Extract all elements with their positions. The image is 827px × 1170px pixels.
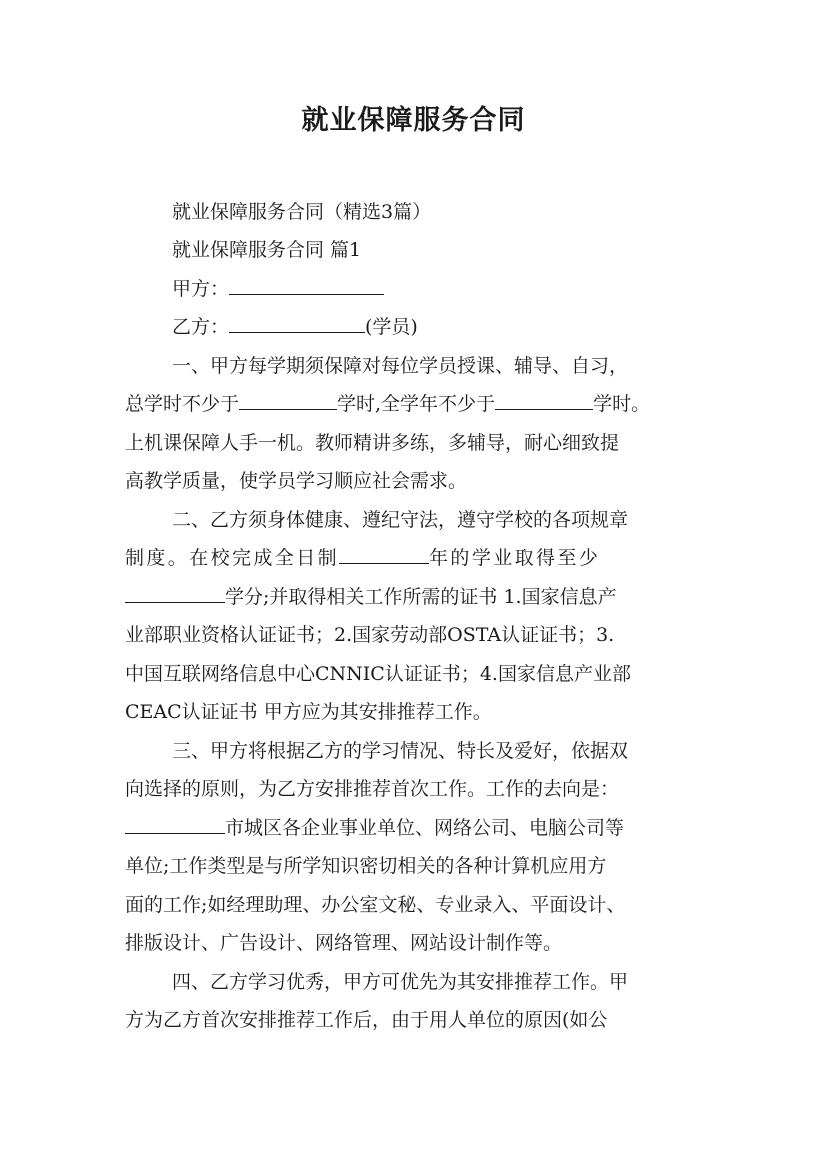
clause3-line1: 三、甲方将根据乙方的学习情况、特长及爱好，依据双: [172, 740, 629, 762]
clause4-line1: 四、乙方学习优秀，甲方可优先为其安排推荐工作。甲: [172, 971, 629, 993]
heading-collection: 就业保障服务合同（精选3篇）: [172, 201, 432, 223]
clause2-line2: [125, 539, 715, 577]
clause3-line6: 排版设计、广告设计、网络管理、网站设计制作等。: [125, 932, 563, 954]
hours-per-term-blank: [239, 391, 337, 410]
clause2-text-b: 年的学业取得至少: [429, 547, 601, 569]
party-b-label: 乙方：: [172, 316, 230, 338]
clause1-line3: 上机课保障人手一机。教师精讲多练，多辅导，耐心细致提: [125, 432, 620, 454]
clause1-line2: [125, 385, 715, 423]
party-b-suffix: (学员): [365, 316, 418, 338]
hours-per-year-blank: [495, 391, 593, 410]
clause2-text-c: 学分;并取得相关工作所需的证书 1.国家信息产: [225, 586, 617, 608]
heading-part-1: 就业保障服务合同 篇1: [172, 239, 362, 261]
clause2-text-a: 制度。在校完成全日制: [125, 547, 340, 569]
party-b-line: [172, 308, 762, 346]
clause3-line5: 面的工作;如经理助理、办公室文秘、专业录入、平面设计、: [125, 894, 626, 916]
credits-blank: [125, 584, 225, 603]
clause2-line6: CEAC认证证书 甲方应为其安排推荐工作。: [125, 701, 492, 723]
city-blank: [125, 815, 225, 834]
party-b-blank: [229, 314, 365, 333]
study-years-blank: [339, 545, 429, 564]
clause1-text-a: 总学时不少于: [125, 393, 240, 415]
clause1-line4: 高教学质量，使学员学习顺应社会需求。: [125, 470, 468, 492]
party-a-blank: [229, 276, 384, 295]
document-title: 就业保障服务合同: [301, 105, 526, 136]
clause1-line1: 一、甲方每学期须保障对每位学员授课、辅导、自习，: [172, 355, 629, 377]
clause3-line4: 单位;工作类型是与所学知识密切相关的各种计算机应用方: [125, 855, 607, 877]
clause2-line5: 中国互联网络信息中心CNNIC认证证书；4.国家信息产业部: [125, 663, 631, 685]
clause2-line3: [125, 578, 715, 616]
clause1-text-c: 学时。: [593, 393, 651, 415]
party-a-line: [172, 270, 762, 308]
clause3-text-c: 市城区各企业事业单位、网络公司、电脑公司等: [225, 817, 625, 839]
clause2-line1: 二、乙方须身体健康、遵纪守法，遵守学校的各项规章: [172, 509, 629, 531]
clause3-line2: 向选择的原则，为乙方安排推荐首次工作。工作的去向是：: [125, 778, 620, 800]
clause1-text-b: 学时,全学年不少于: [337, 393, 496, 415]
clause3-line3: [125, 809, 715, 847]
clause4-line2: 方为乙方首次安排推荐工作后，由于用人单位的原因(如公: [125, 1009, 608, 1031]
clause2-line4: 业部职业资格认证证书；2.国家劳动部OSTA认证证书；3.: [125, 624, 615, 646]
party-a-label: 甲方：: [172, 278, 230, 300]
